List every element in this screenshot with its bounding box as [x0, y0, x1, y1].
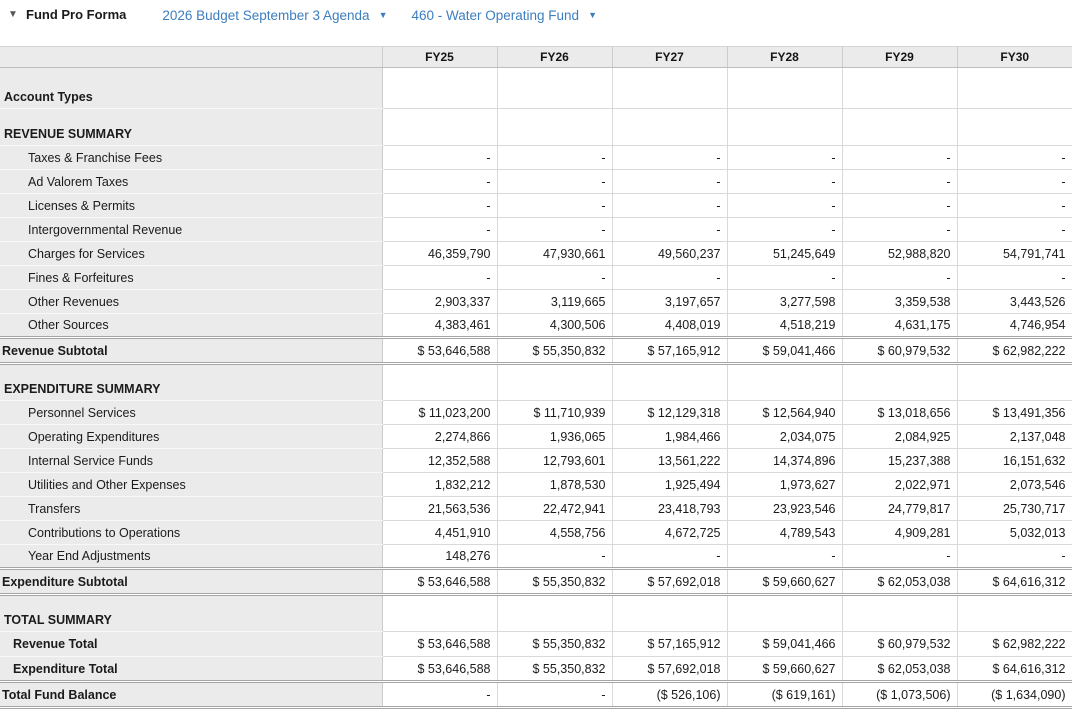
row-value [612, 595, 727, 632]
table-row [0, 242, 1072, 266]
row-value: $ 12,564,940 [727, 401, 842, 425]
row-value: 3,443,526 [957, 290, 1072, 314]
budget-dropdown[interactable] [162, 7, 387, 23]
row-value: 3,197,657 [612, 290, 727, 314]
row-value: - [842, 146, 957, 170]
row-value [382, 364, 497, 401]
row-value: 2,034,075 [727, 425, 842, 449]
row-value: $ 62,053,038 [842, 569, 957, 595]
chevron-down-icon: ▼ [588, 10, 597, 20]
row-value: - [382, 682, 497, 708]
row-value: - [957, 545, 1072, 569]
row-value: ($ 1,634,090) [957, 682, 1072, 708]
row-value: - [957, 170, 1072, 194]
row-value: $ 57,165,912 [612, 632, 727, 657]
table-row [0, 68, 1072, 109]
table-row [0, 364, 1072, 401]
column-header: FY25 [382, 47, 497, 68]
row-value: $ 60,979,532 [842, 632, 957, 657]
row-value: 14,374,896 [727, 449, 842, 473]
row-value: 23,418,793 [612, 497, 727, 521]
row-label: Contributions to Operations [0, 521, 382, 545]
row-value: $ 59,660,627 [727, 657, 842, 682]
row-label: Total Fund Balance [0, 682, 382, 708]
row-value: $ 55,350,832 [497, 569, 612, 595]
row-value: $ 62,982,222 [957, 632, 1072, 657]
row-value: 3,119,665 [497, 290, 612, 314]
row-label: Charges for Services [0, 242, 382, 266]
column-header: FY28 [727, 47, 842, 68]
row-value [957, 109, 1072, 146]
column-header: FY30 [957, 47, 1072, 68]
pro-forma-table [0, 46, 1072, 709]
row-value: $ 53,646,588 [382, 632, 497, 657]
row-value: 1,936,065 [497, 425, 612, 449]
row-value: 24,779,817 [842, 497, 957, 521]
table-row [0, 521, 1072, 545]
row-value: 2,137,048 [957, 425, 1072, 449]
row-value: - [497, 194, 612, 218]
row-value: - [497, 682, 612, 708]
row-value: - [842, 170, 957, 194]
row-label: Personnel Services [0, 401, 382, 425]
row-label: Revenue Subtotal [0, 338, 382, 364]
row-value: - [382, 146, 497, 170]
row-value [497, 68, 612, 109]
table-row [0, 266, 1072, 290]
fund-dropdown[interactable] [411, 7, 597, 23]
row-value [727, 595, 842, 632]
row-value: 148,276 [382, 545, 497, 569]
row-value: 4,408,019 [612, 314, 727, 338]
row-value: $ 11,710,939 [497, 401, 612, 425]
table-row [0, 595, 1072, 632]
row-value: $ 57,692,018 [612, 657, 727, 682]
table-row [0, 146, 1072, 170]
row-value: 2,022,971 [842, 473, 957, 497]
row-value: 4,518,219 [727, 314, 842, 338]
table-row [0, 401, 1072, 425]
row-value [842, 68, 957, 109]
row-value: 3,277,598 [727, 290, 842, 314]
row-value [497, 364, 612, 401]
row-value: 12,793,601 [497, 449, 612, 473]
row-value: 2,073,546 [957, 473, 1072, 497]
row-value: - [497, 146, 612, 170]
row-value: - [727, 146, 842, 170]
row-value: $ 53,646,588 [382, 338, 497, 364]
row-value: - [612, 545, 727, 569]
row-value: 21,563,536 [382, 497, 497, 521]
row-value: 25,730,717 [957, 497, 1072, 521]
row-value: $ 64,616,312 [957, 569, 1072, 595]
row-label: Ad Valorem Taxes [0, 170, 382, 194]
row-value: - [382, 218, 497, 242]
row-label: Licenses & Permits [0, 194, 382, 218]
table-row [0, 425, 1072, 449]
row-value [842, 364, 957, 401]
row-value: - [612, 194, 727, 218]
collapse-caret-icon[interactable]: ▼ [8, 9, 18, 20]
row-value [727, 109, 842, 146]
row-value: - [612, 146, 727, 170]
row-value: 4,558,756 [497, 521, 612, 545]
row-value: 47,930,661 [497, 242, 612, 266]
row-value: 1,925,494 [612, 473, 727, 497]
row-value: 4,746,954 [957, 314, 1072, 338]
row-value [497, 109, 612, 146]
row-value: $ 13,491,356 [957, 401, 1072, 425]
row-label: Expenditure Total [0, 657, 382, 682]
topbar [0, 0, 1072, 46]
row-value: 4,631,175 [842, 314, 957, 338]
row-label: Transfers [0, 497, 382, 521]
row-value: 54,791,741 [957, 242, 1072, 266]
row-value: 5,032,013 [957, 521, 1072, 545]
row-value: 1,878,530 [497, 473, 612, 497]
row-value [957, 68, 1072, 109]
chevron-down-icon: ▼ [378, 10, 388, 20]
row-value: 4,672,725 [612, 521, 727, 545]
fund-dropdown-label: 460 - Water Operating Fund [411, 7, 580, 23]
row-value: $ 55,350,832 [497, 657, 612, 682]
row-value: 46,359,790 [382, 242, 497, 266]
row-label: Fines & Forfeitures [0, 266, 382, 290]
row-value: 51,245,649 [727, 242, 842, 266]
row-value: 2,903,337 [382, 290, 497, 314]
row-label: Other Revenues [0, 290, 382, 314]
row-value: 13,561,222 [612, 449, 727, 473]
row-value: 4,300,506 [497, 314, 612, 338]
row-value: - [957, 194, 1072, 218]
row-value: - [497, 170, 612, 194]
table-row [0, 473, 1072, 497]
row-label: EXPENDITURE SUMMARY [0, 364, 382, 401]
row-value: $ 57,165,912 [612, 338, 727, 364]
table-row [0, 497, 1072, 521]
row-value: 4,789,543 [727, 521, 842, 545]
row-value: $ 57,692,018 [612, 569, 727, 595]
row-value [727, 68, 842, 109]
row-value: $ 11,023,200 [382, 401, 497, 425]
row-label: Expenditure Subtotal [0, 569, 382, 595]
row-value: - [497, 218, 612, 242]
row-value: 52,988,820 [842, 242, 957, 266]
row-value [382, 109, 497, 146]
row-value: 4,451,910 [382, 521, 497, 545]
table-row [0, 109, 1072, 146]
table-row [0, 194, 1072, 218]
row-label: Internal Service Funds [0, 449, 382, 473]
row-value: - [497, 545, 612, 569]
row-value: ($ 1,073,506) [842, 682, 957, 708]
row-value: $ 59,041,466 [727, 338, 842, 364]
row-value: 23,923,546 [727, 497, 842, 521]
row-value [957, 595, 1072, 632]
row-value: - [612, 266, 727, 290]
table-row [0, 632, 1072, 657]
column-header: FY29 [842, 47, 957, 68]
row-label: Other Sources [0, 314, 382, 338]
table-row [0, 682, 1072, 708]
table-row [0, 545, 1072, 569]
row-label: Account Types [0, 68, 382, 109]
row-value: 2,274,866 [382, 425, 497, 449]
row-value: ($ 619,161) [727, 682, 842, 708]
table-header-row [0, 47, 1072, 68]
row-value: - [957, 266, 1072, 290]
row-value: - [957, 218, 1072, 242]
row-value: 16,151,632 [957, 449, 1072, 473]
column-header: FY27 [612, 47, 727, 68]
row-value: - [727, 266, 842, 290]
row-value: $ 64,616,312 [957, 657, 1072, 682]
row-value: 1,984,466 [612, 425, 727, 449]
table-body [0, 68, 1072, 708]
row-value: - [382, 194, 497, 218]
row-value: $ 55,350,832 [497, 632, 612, 657]
row-label: Operating Expenditures [0, 425, 382, 449]
row-label: Utilities and Other Expenses [0, 473, 382, 497]
row-value: - [957, 146, 1072, 170]
table-row [0, 314, 1072, 338]
row-value: $ 55,350,832 [497, 338, 612, 364]
row-value: $ 53,646,588 [382, 569, 497, 595]
table-row [0, 449, 1072, 473]
row-value [382, 595, 497, 632]
row-value [612, 364, 727, 401]
corner-cell [0, 47, 382, 68]
table-row [0, 218, 1072, 242]
row-value: - [842, 545, 957, 569]
row-value: - [612, 170, 727, 194]
row-value [727, 364, 842, 401]
row-label: TOTAL SUMMARY [0, 595, 382, 632]
row-value: 15,237,388 [842, 449, 957, 473]
row-value: 1,832,212 [382, 473, 497, 497]
row-value: $ 12,129,318 [612, 401, 727, 425]
row-value [957, 364, 1072, 401]
row-value: $ 53,646,588 [382, 657, 497, 682]
row-value: - [727, 545, 842, 569]
row-value: - [382, 266, 497, 290]
row-value: $ 62,053,038 [842, 657, 957, 682]
row-value [842, 109, 957, 146]
row-value [842, 595, 957, 632]
row-value: - [842, 194, 957, 218]
row-value: 49,560,237 [612, 242, 727, 266]
row-value: - [727, 194, 842, 218]
row-value: $ 60,979,532 [842, 338, 957, 364]
row-label: Revenue Total [0, 632, 382, 657]
table-row [0, 338, 1072, 364]
row-value: 22,472,941 [497, 497, 612, 521]
table-row [0, 170, 1072, 194]
row-value: $ 62,982,222 [957, 338, 1072, 364]
row-value: - [497, 266, 612, 290]
row-label: REVENUE SUMMARY [0, 109, 382, 146]
budget-dropdown-label: 2026 Budget September 3 Agenda [162, 7, 370, 23]
row-value [612, 68, 727, 109]
row-value: $ 59,660,627 [727, 569, 842, 595]
row-value: - [727, 170, 842, 194]
row-value: 2,084,925 [842, 425, 957, 449]
row-value: 3,359,538 [842, 290, 957, 314]
row-value: 4,909,281 [842, 521, 957, 545]
row-value [497, 595, 612, 632]
row-value [382, 68, 497, 109]
row-value: - [842, 218, 957, 242]
row-value: 4,383,461 [382, 314, 497, 338]
row-value: - [382, 170, 497, 194]
row-value: 1,973,627 [727, 473, 842, 497]
row-label: Taxes & Franchise Fees [0, 146, 382, 170]
row-value: 12,352,588 [382, 449, 497, 473]
row-value: $ 13,018,656 [842, 401, 957, 425]
row-label: Intergovernmental Revenue [0, 218, 382, 242]
table-row [0, 290, 1072, 314]
column-header: FY26 [497, 47, 612, 68]
row-value: ($ 526,106) [612, 682, 727, 708]
row-value: $ 59,041,466 [727, 632, 842, 657]
row-value [612, 109, 727, 146]
row-value: - [612, 218, 727, 242]
row-value: - [842, 266, 957, 290]
page-title: Fund Pro Forma [26, 7, 127, 22]
row-value: - [727, 218, 842, 242]
table-row [0, 569, 1072, 595]
row-label: Year End Adjustments [0, 545, 382, 569]
table-row [0, 657, 1072, 682]
